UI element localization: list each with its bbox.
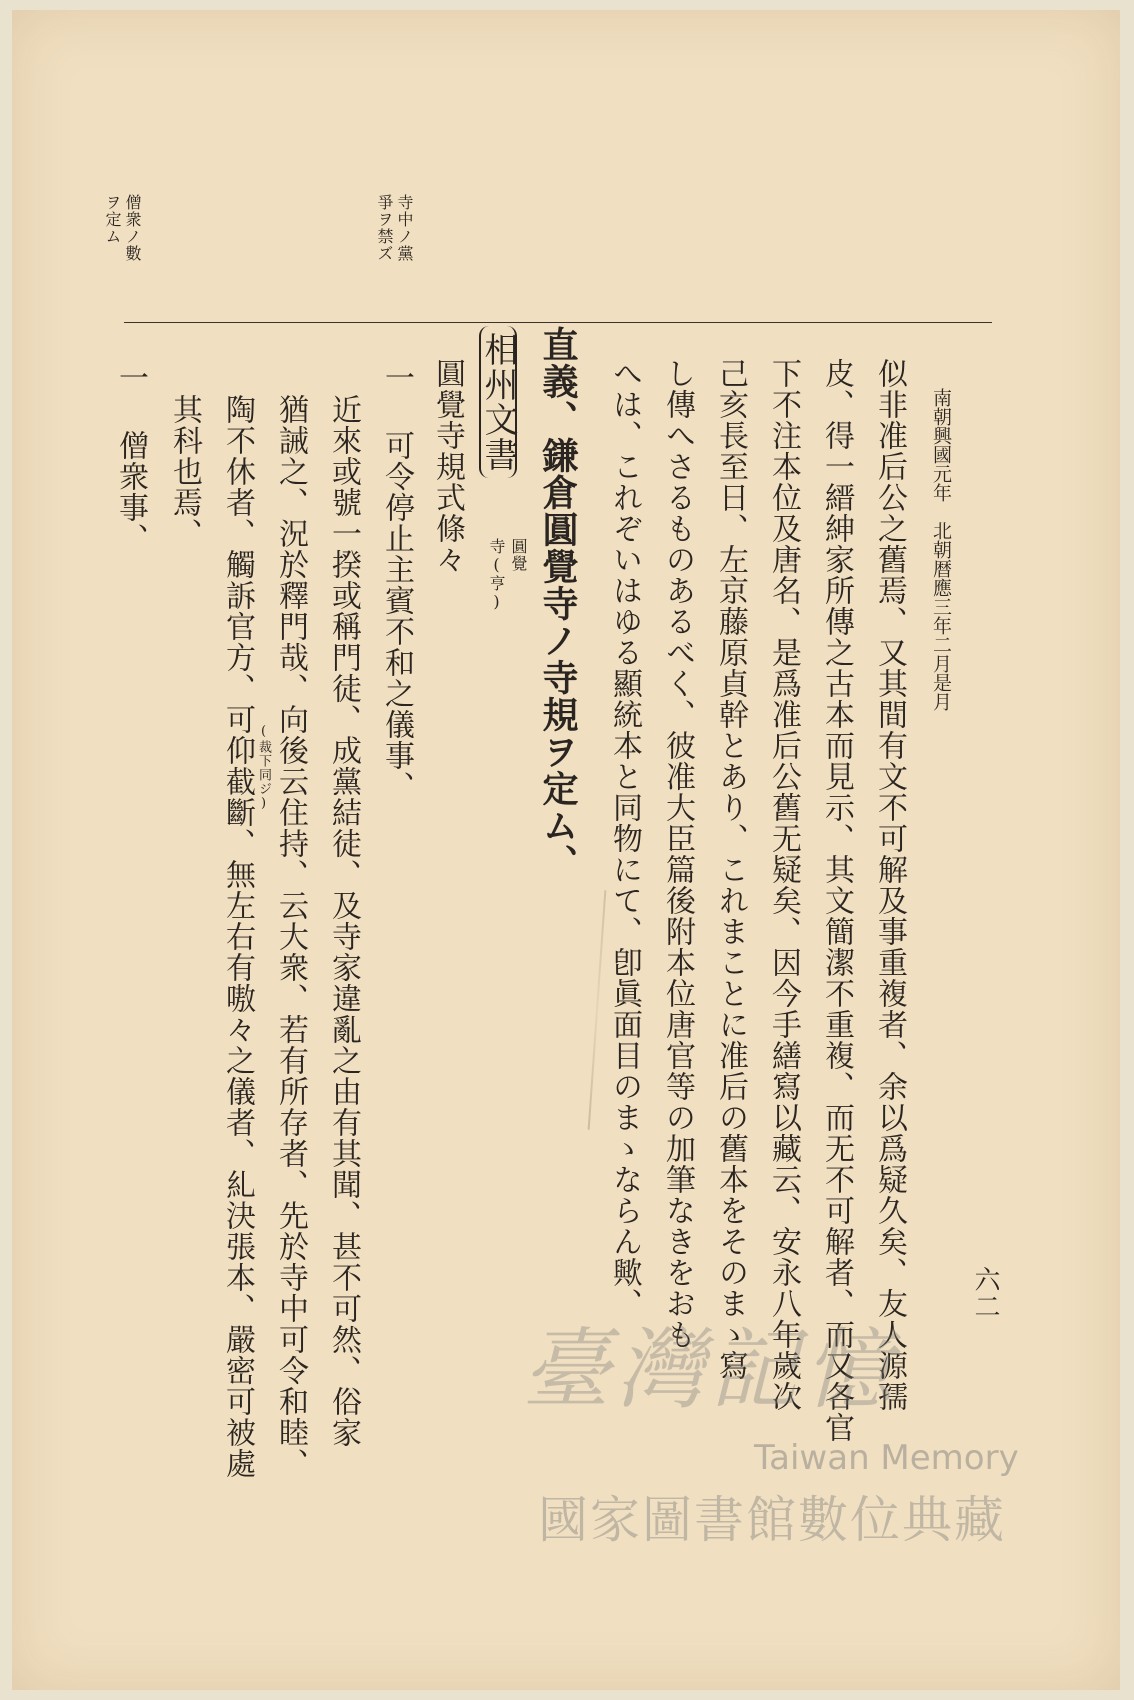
inline-note: (裁下同ジ) <box>256 724 271 812</box>
item2-text: 僧衆事、 <box>113 430 148 554</box>
rules-title: 圓覺寺規式條々 <box>430 358 465 575</box>
watermark-english: Taiwan Memory <box>754 1438 1019 1478</box>
body-line-6: へは、これぞいはゆる顯統本と同物にて、卽眞面目のまゝならん歟、 <box>607 358 642 1319</box>
item1-marker: 一 <box>379 362 414 393</box>
item1-end: 其科也焉、 <box>167 394 202 549</box>
body-line-3: 下不注本位及唐名、是爲准后公舊无疑矣、因今手繕寫以藏云、安永八年歲次 <box>766 358 801 1412</box>
source-annotation-2: 寺(亨) <box>487 538 506 612</box>
body-line-4: 己亥長至日、左京藤原貞幹とあり、これまことに准后の舊本をそのまゝ寫 <box>713 358 748 1381</box>
item2-marker: 一 <box>113 362 148 393</box>
margin-note-conflict-2: 爭ヲ禁ズ <box>375 194 394 262</box>
header-rule <box>124 322 992 323</box>
watermark-chinese: 國家圖書館數位典藏 <box>538 1491 1006 1549</box>
running-title: 南朝興國元年 北朝暦應三年二月是月 <box>930 388 952 711</box>
item1-text: 可令停止主賓不和之儀事、 <box>379 430 414 802</box>
section-heading: 直義、鎌倉圓覺寺ノ寺規ヲ定ム、 <box>537 326 579 881</box>
paper-crease <box>588 890 607 1130</box>
body-line-1: 似非准后公之舊焉、又其間有文不可解及事重複者、余以爲疑久矣、友人源孺 <box>872 358 907 1412</box>
source-name: 相州文書 <box>479 326 517 478</box>
book-page <box>12 10 1120 1690</box>
item1-detail-3: 陶不休者、觸訴官方、可仰截斷、無左右有嗷々之儀者、糺決張本、嚴密可被處 <box>220 394 255 1479</box>
item1-detail-1: 近來或號一揆或稱門徒、成黨結徒、及寺家違亂之由有其聞、甚不可然、俗家 <box>326 394 361 1448</box>
watermark-script: 臺灣記憶 <box>522 1318 899 1421</box>
body-line-5: し傳へさるものあるべく、彼准大臣篇後附本位唐官等の加筆なきをおも <box>660 358 695 1350</box>
margin-note-monks-1: 僧衆ノ數 <box>123 194 142 262</box>
body-line-2: 皮、得一縉紳家所傳之古本而見示、其文簡潔不重複、而无不可解者、而又各官 <box>819 358 854 1443</box>
margin-note-monks-2: ヲ定ム <box>103 194 122 245</box>
source-annotation-1: 圓覺 <box>509 538 528 572</box>
item1-detail-2: 猶誡之、況於釋門哉、向後云住持、云大衆、若有所存者、先於寺中可令和睦、 <box>273 394 308 1479</box>
page-number: 六二 <box>970 1266 1000 1320</box>
margin-note-conflict-1: 寺中ノ黨 <box>395 194 414 262</box>
